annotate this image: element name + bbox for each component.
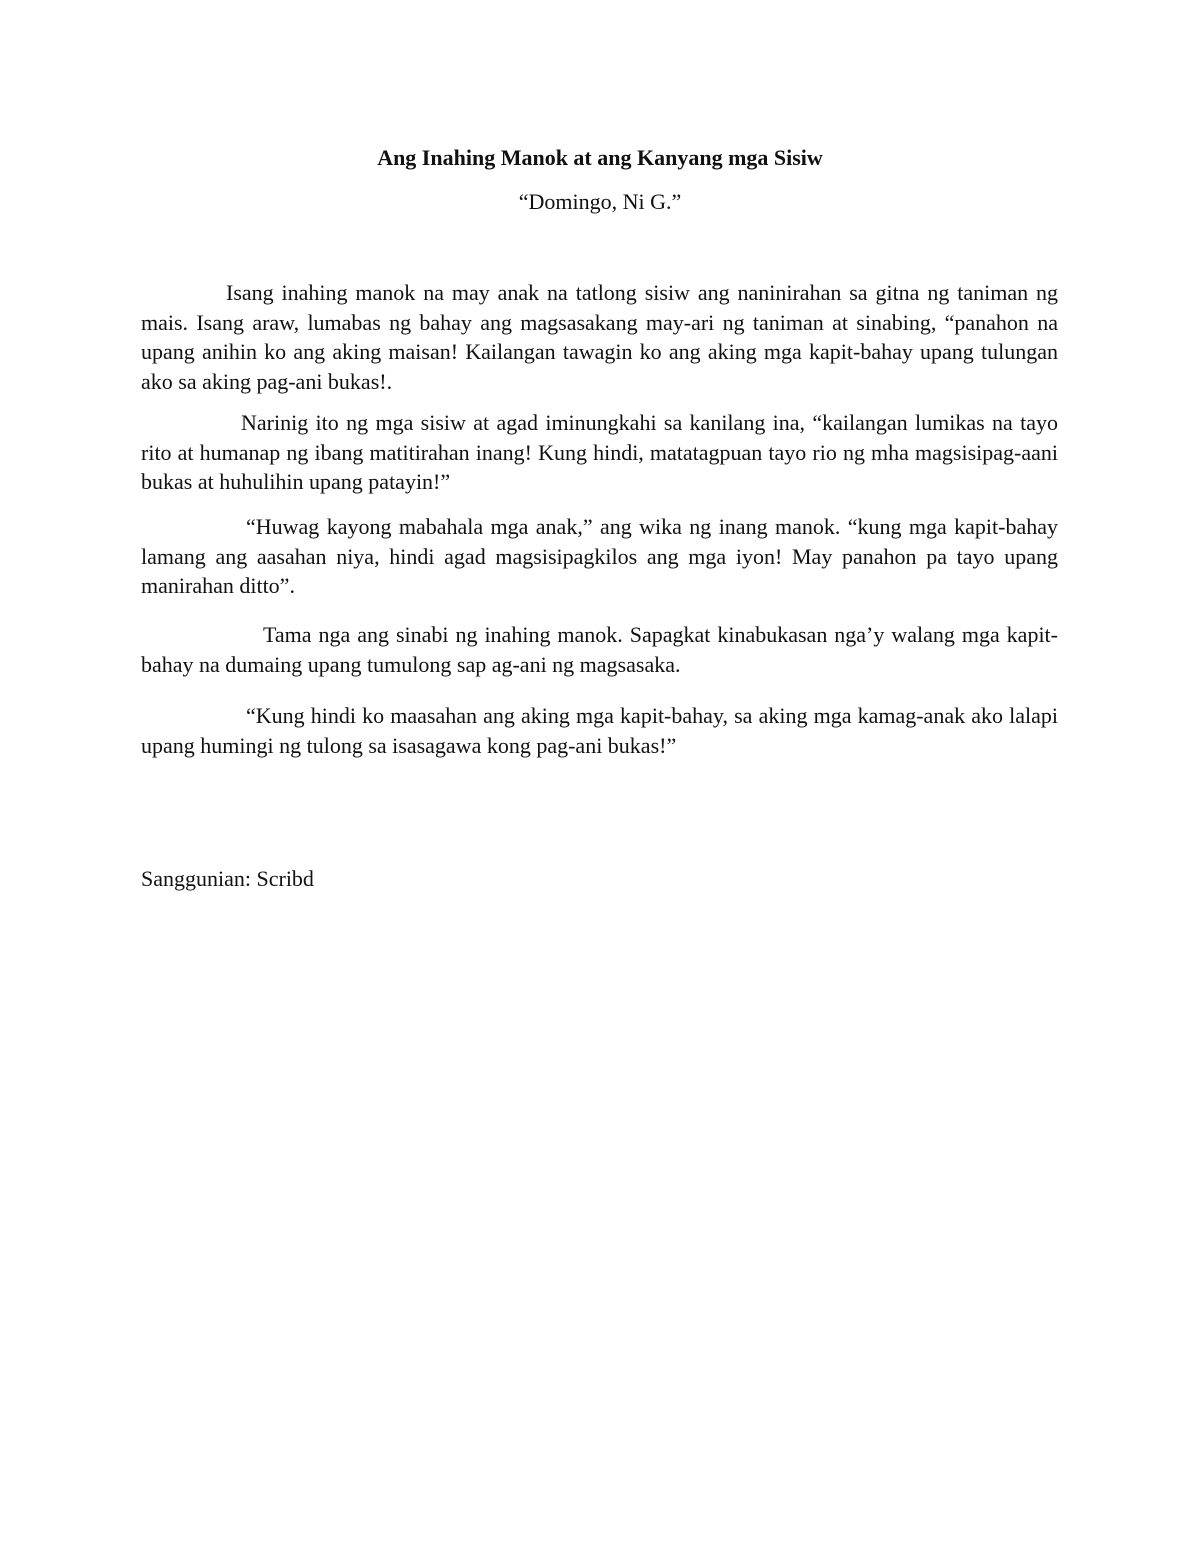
paragraph-1: Isang inahing manok na may anak na tatlong sisiw ang naninirahan sa gitna ng taniman ng mais. Isang araw, lumabas ng bahay ang magsasakang may-ari ng taniman at sinabing, “panahon na upang anihin ko ang aking maisan! Kailangan tawagin ko ang aking mga kapit-bahay upang tulungan ako sa aking pag-ani bukas!. xyxy=(141,280,1058,394)
paragraph-5: “Kung hindi ko maasahan ang aking mga kapit-bahay, sa aking mga kamag-anak ako lalapi upang humingi ng tulong sa isasagawa kong pag-ani bukas!” xyxy=(141,703,1058,758)
paragraph-2: Narinig ito ng mga sisiw at agad iminungkahi sa kanilang ina, “kailangan lumikas na tayo rito at humanap ng ibang matitirahan inang! Kung hindi, matatagpuan tayo rio ng mha magsisipag-aani bukas at huhulihin upang patayin!” xyxy=(141,410,1058,494)
source-reference: Sanggunian: Scribd xyxy=(141,866,314,891)
paragraph-4: Tama nga ang sinabi ng inahing manok. Sapagkat kinabukasan nga’y walang mga kapit-bahay na dumaing upang tumulong sap ag-ani ng magsasaka. xyxy=(141,622,1058,677)
document-title: Ang Inahing Manok at ang Kanyang mga Sisiw xyxy=(377,145,823,170)
document-author: “Domingo, Ni G.” xyxy=(518,189,682,214)
paragraph-3: “Huwag kayong mabahala mga anak,” ang wika ng inang manok. “kung mga kapit-bahay lamang ang aasahan niya, hindi agad magsisipagkilos ang mga iyon! May panahon pa tayo upang manirahan ditto”. xyxy=(141,514,1058,598)
